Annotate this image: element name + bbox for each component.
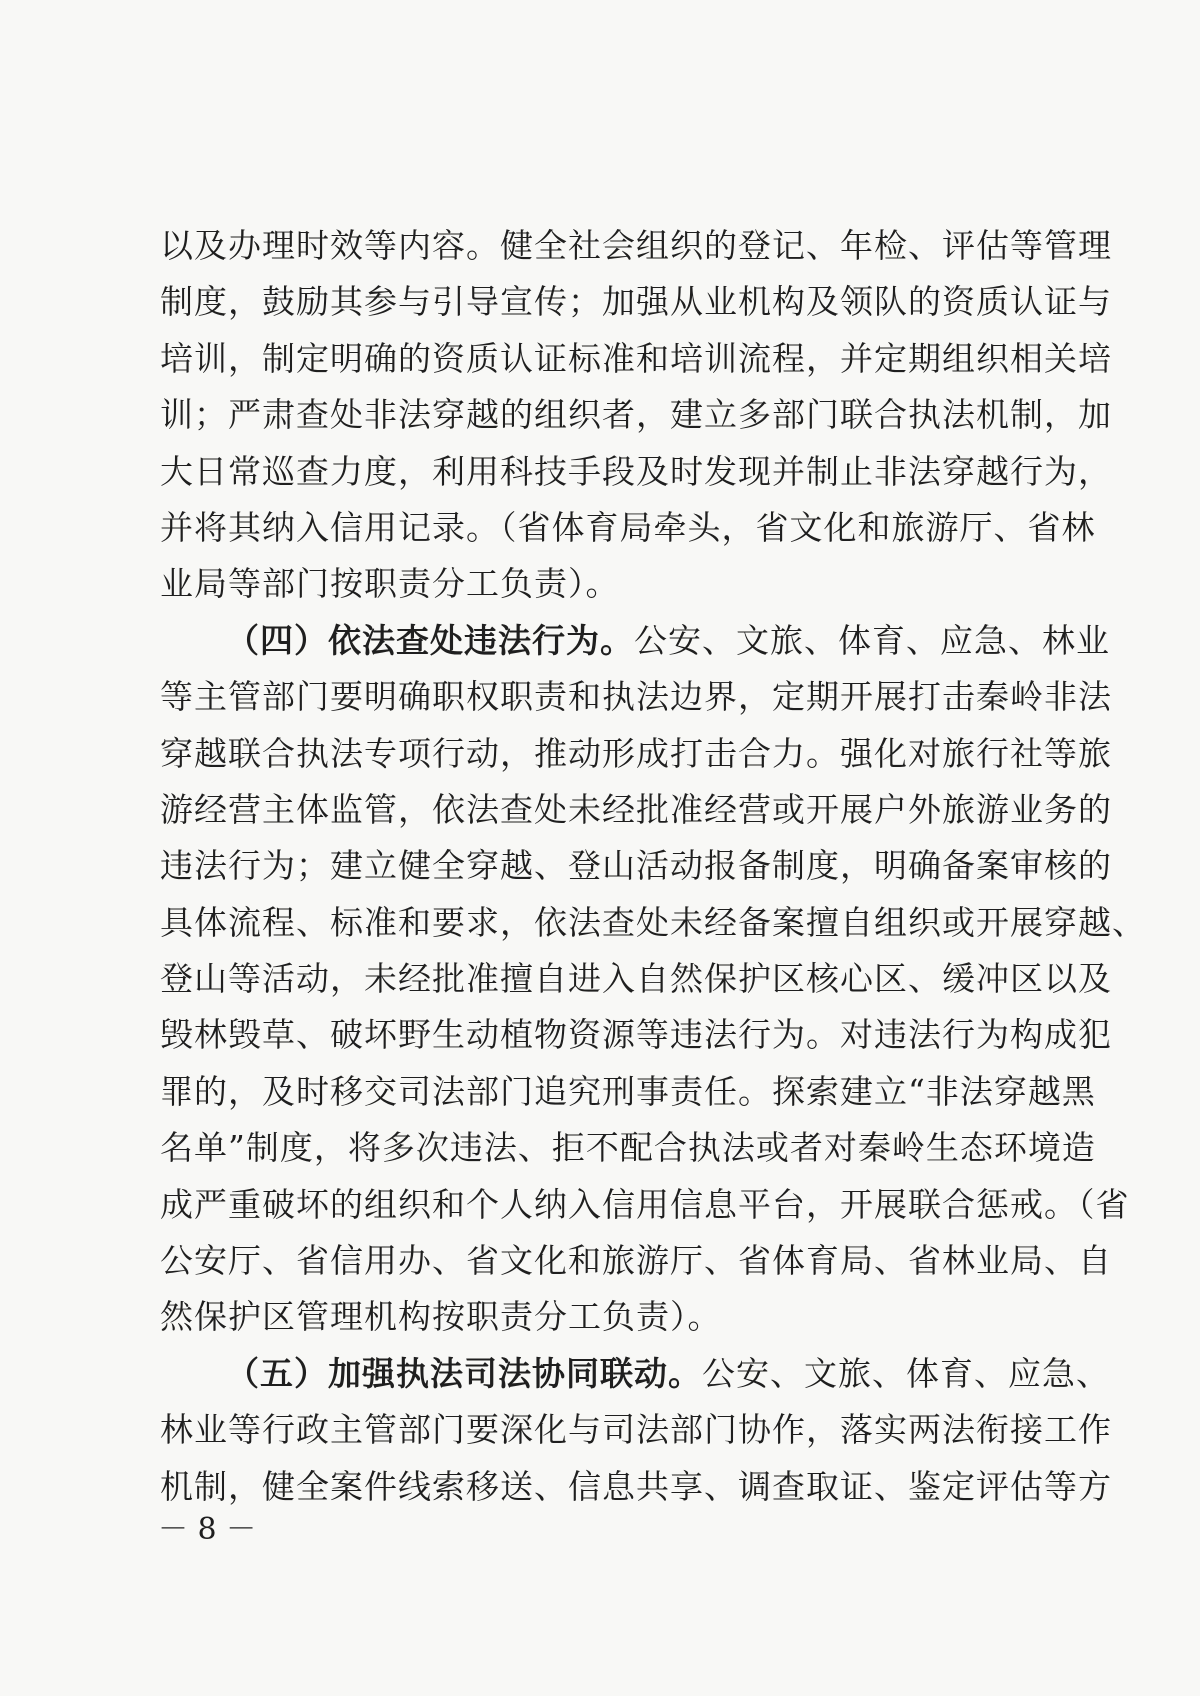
text-line	[160, 218, 1112, 274]
line-text: 并将其纳入信用记录。（省体育局牵头，省文化和旅游厅、省林	[160, 507, 1096, 547]
section-heading-line	[160, 613, 1110, 669]
text-line	[160, 444, 1112, 500]
line-text: 然保护区管理机构按职责分工负责）。	[160, 1297, 722, 1337]
text-line	[160, 782, 1112, 838]
text-line	[160, 556, 1052, 612]
line-text: 制度，鼓励其参与引导宣传；加强从业机构及领队的资质认证与	[160, 282, 1112, 322]
line-text: 违法行为；建立健全穿越、登山活动报备制度，明确备案审核的	[160, 846, 1112, 886]
line-text: 以及办理时效等内容。健全社会组织的登记、年检、评估等管理	[160, 226, 1112, 265]
section-heading-4: （四）依法查处违法行为。	[226, 620, 634, 660]
line-text: 林业等行政主管部门要深化与司法部门协作，落实两法衔接工作	[160, 1410, 1112, 1450]
text-line	[160, 1289, 1052, 1345]
text-line	[160, 1007, 1112, 1063]
line-text: 等主管部门要明确职权职责和执法边界，定期开展打击秦岭非法	[160, 677, 1112, 717]
line-text: 公安、文旅、体育、应急、	[702, 1353, 1110, 1393]
line-text: 公安厅、省信用办、省文化和旅游厅、省体育局、省林业局、自	[160, 1241, 1112, 1281]
line-text: 毁林毁草、破坏野生动植物资源等违法行为。对违法行为构成犯	[160, 1015, 1112, 1055]
section-heading-5: （五）加强执法司法协同联动。	[226, 1353, 702, 1393]
line-text: 罪的，及时移交司法部门追究刑事责任。探索建立“非法穿越黑	[160, 1071, 1096, 1111]
line-text: 具体流程、标准和要求，依法查处未经备案擅自组织或开展穿越、	[160, 902, 1146, 942]
text-line	[160, 274, 1112, 330]
text-line	[160, 500, 1096, 556]
line-text: 游经营主体监管，依法查处未经批准经营或开展户外旅游业务的	[160, 789, 1112, 829]
section-heading-line	[160, 1346, 1110, 1402]
page-number: － 8 －	[158, 1512, 257, 1547]
text-line	[160, 1177, 1130, 1233]
line-text: 业局等部门按职责分工负责）。	[160, 564, 620, 604]
text-line	[160, 1064, 1096, 1120]
text-line	[160, 387, 1112, 443]
text-line	[160, 1459, 1112, 1515]
line-text: 登山等活动，未经批准擅自进入自然保护区核心区、缓冲区以及	[160, 959, 1112, 999]
text-line	[160, 1120, 1096, 1176]
body-text	[160, 218, 1146, 1515]
line-text: 名单”制度，将多次违法、拒不配合执法或者对秦岭生态环境造	[160, 1128, 1096, 1168]
line-text: 公安、文旅、体育、应急、林业	[634, 620, 1110, 660]
text-line	[160, 331, 1112, 387]
text-line	[160, 1233, 1112, 1289]
line-text: 大日常巡查力度，利用科技手段及时发现并制止非法穿越行为，	[160, 451, 1112, 491]
text-line	[160, 669, 1112, 725]
text-line	[160, 1402, 1112, 1458]
line-text: 培训，制定明确的资质认证标准和培训流程，并定期组织相关培	[160, 338, 1112, 378]
line-text: 机制，健全案件线索移送、信息共享、调查取证、鉴定评估等方	[160, 1466, 1112, 1506]
line-text: 训；严肃查处非法穿越的组织者，建立多部门联合执法机制，加	[160, 395, 1112, 435]
text-line	[160, 726, 1112, 782]
text-line	[160, 951, 1112, 1007]
text-line	[160, 838, 1112, 894]
line-text: 穿越联合执法专项行动，推动形成打击合力。强化对旅行社等旅	[160, 733, 1112, 773]
text-line	[160, 895, 1146, 951]
line-text: 成严重破坏的组织和个人纳入信用信息平台，开展联合惩戒。（省	[160, 1184, 1130, 1224]
